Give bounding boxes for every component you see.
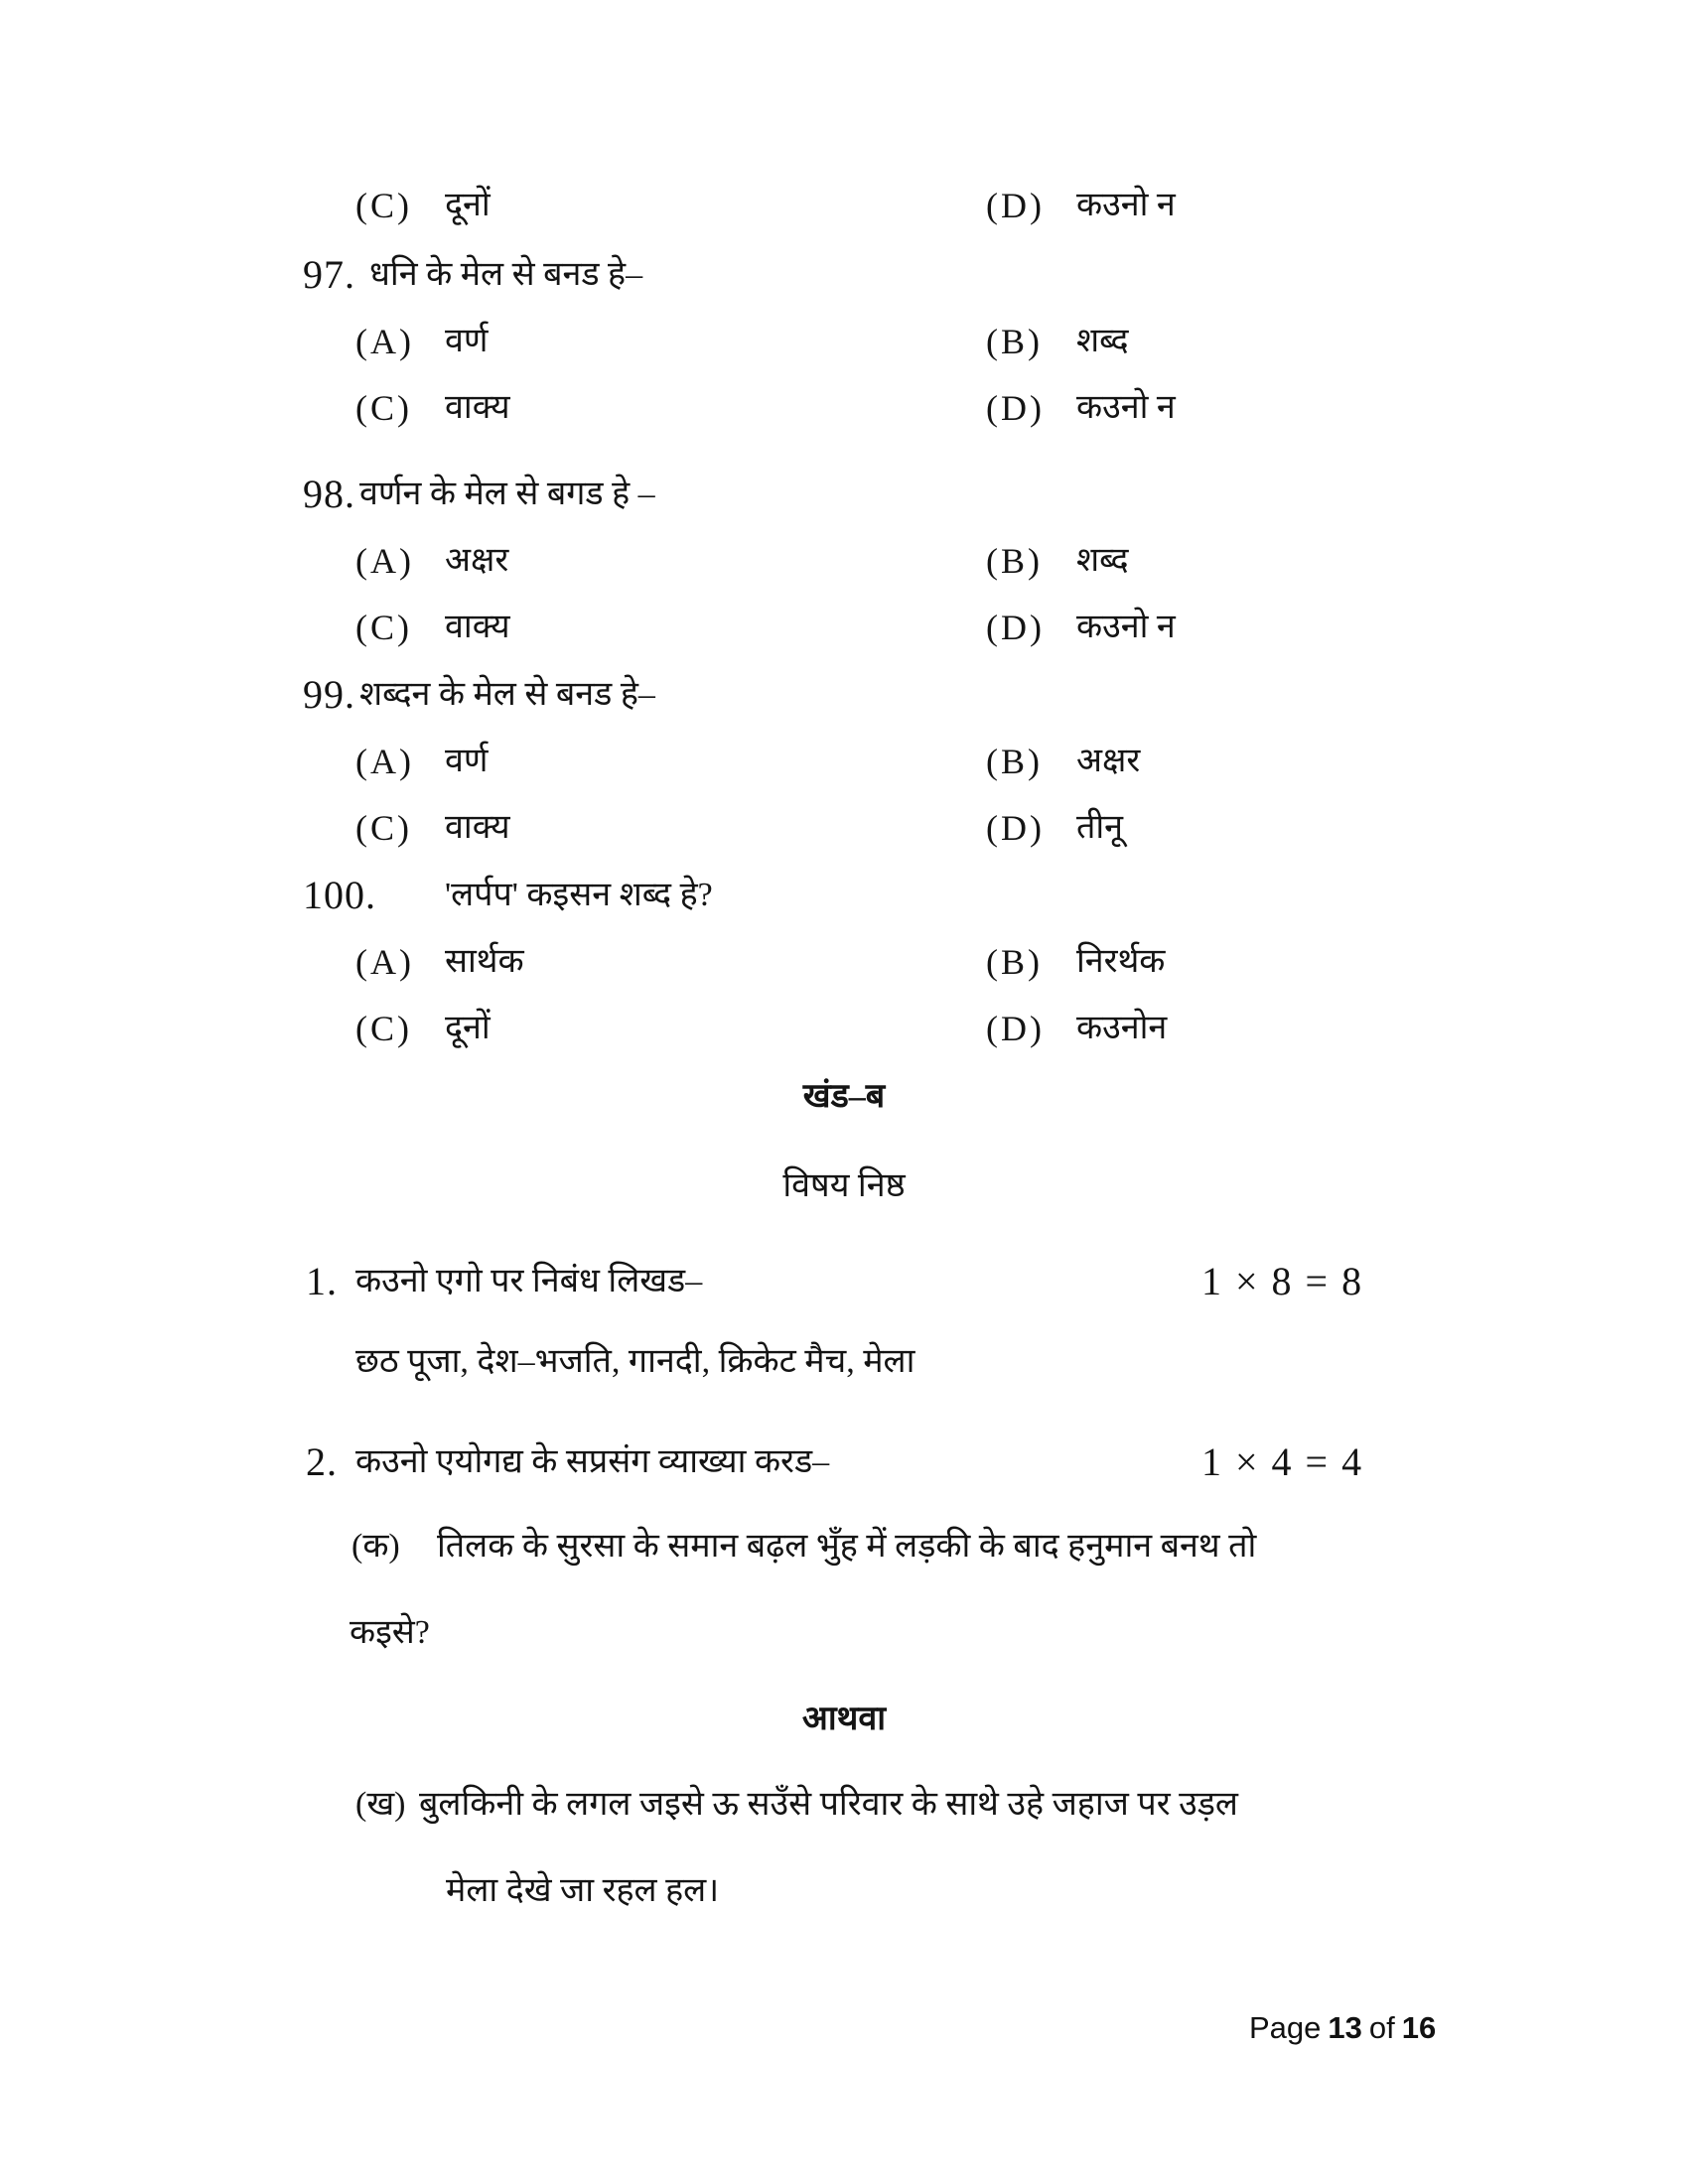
option-label: (A) (355, 322, 414, 361)
option-text: तीनू (1076, 809, 1124, 846)
option-text: कउनोन (1076, 1010, 1168, 1046)
section-subtitle: विषय निष्ठ (782, 1167, 906, 1204)
essay-topics: छठ पूजा, देश–भजति, गानदी, क्रिकेट मैच, मेला (355, 1343, 915, 1380)
marks: 1 × 8 = 8 (1201, 1259, 1364, 1303)
option-text: वर्ण (445, 743, 489, 779)
marks: 1 × 4 = 4 (1201, 1439, 1364, 1484)
option-text: निरर्थक (1076, 943, 1166, 980)
option-text: सार्थक (445, 943, 524, 980)
option-label: (B) (986, 541, 1043, 581)
essay-topics-row (0, 1338, 1688, 1390)
question-text: कउनो एगो पर निबंध लिखड– (355, 1263, 703, 1299)
sub-question-text: तिलक के सुरसा के समान बढ़ल भुँह में लड़की के बाद हनुमान बनथ तो (437, 1528, 1257, 1565)
option-label: (C) (355, 388, 412, 428)
option-text: वाक्य (445, 389, 510, 426)
option-label: (B) (986, 742, 1043, 781)
option-text: दूनों (445, 1010, 491, 1046)
section-title: खंड–ब (802, 1078, 886, 1115)
question-number: 99. (303, 672, 355, 717)
option-label: (D) (986, 388, 1045, 428)
question-text: धनि के मेल से बनड हे– (369, 256, 643, 293)
question-99-options-cd (0, 804, 1688, 856)
or-separator-row (0, 1696, 1688, 1747)
option-label: (A) (355, 541, 414, 581)
question-number: 100. (303, 873, 376, 917)
sub-question-kha-line1 (0, 1781, 1688, 1833)
total-pages: 16 (1401, 2010, 1437, 2045)
sub-question-kha-line2 (0, 1867, 1688, 1919)
option-text: वर्ण (445, 323, 489, 359)
option-label: (D) (986, 808, 1045, 848)
option-text: वाक्य (445, 609, 510, 645)
question-text: वर्णन के मेल से बगड हे – (359, 476, 655, 512)
carryover-options-row (0, 182, 1688, 233)
section-b-question-2 (0, 1438, 1688, 1490)
option-label: (D) (986, 608, 1045, 647)
sub-question-text: कइसे? (350, 1614, 430, 1651)
option-label: (C) (355, 608, 412, 647)
question-98-options-ab (0, 537, 1688, 589)
section-b-subtitle-row (0, 1162, 1688, 1214)
option-text: दूनों (445, 187, 491, 223)
page-number: 13 (1328, 2010, 1362, 2045)
option-text: अक्षर (1076, 743, 1141, 779)
option-label: (D) (986, 1009, 1045, 1048)
question-97-options-ab (0, 318, 1688, 369)
or-separator: आथवा (801, 1701, 887, 1737)
option-label: (D) (986, 186, 1045, 225)
question-100 (0, 872, 1688, 923)
option-label: (A) (355, 942, 414, 982)
sub-question-ka-line1 (0, 1523, 1688, 1574)
question-number: 97. (303, 252, 355, 297)
question-98-options-cd (0, 604, 1688, 655)
section-b-question-1 (0, 1258, 1688, 1309)
page-label: Page (1249, 2010, 1322, 2045)
sub-question-label: (ख) (355, 1786, 406, 1823)
option-text: कउनो न (1076, 187, 1176, 223)
sub-question-label: (क) (352, 1528, 400, 1565)
sub-question-text: मेला देखे जा रहल हल। (446, 1872, 720, 1909)
option-text: शब्द (1076, 323, 1129, 359)
question-97-options-cd (0, 384, 1688, 436)
sub-question-text: बुलकिनी के लगल जइसे ऊ सउँसे परिवार के साथे उहे जहाज पर उड़ल (419, 1786, 1238, 1823)
question-text: कउनो एयोगद्य के सप्रसंग व्याख्या करड– (355, 1443, 830, 1480)
of-label: of (1368, 2010, 1395, 2045)
question-100-options-ab (0, 938, 1688, 990)
question-text: शब्दन के मेल से बनड हे– (359, 676, 655, 713)
option-label: (C) (355, 186, 412, 225)
option-text: वाक्य (445, 809, 510, 846)
question-98 (0, 471, 1688, 522)
question-number: 1. (306, 1259, 338, 1303)
question-100-options-cd (0, 1005, 1688, 1056)
option-text: शब्द (1076, 542, 1129, 579)
option-text: कउनो न (1076, 609, 1176, 645)
sub-question-ka-line2 (0, 1609, 1688, 1661)
question-number: 2. (306, 1439, 338, 1484)
option-label: (B) (986, 322, 1043, 361)
question-number: 98. (303, 472, 355, 516)
section-b-heading-row (0, 1073, 1688, 1125)
question-99-options-ab (0, 738, 1688, 789)
option-text: अक्षर (445, 542, 509, 579)
option-label: (C) (355, 1009, 412, 1048)
option-label: (A) (355, 742, 414, 781)
question-text: 'लर्पप' कइसन शब्द हे? (445, 877, 713, 913)
question-99 (0, 671, 1688, 723)
option-label: (C) (355, 808, 412, 848)
option-label: (B) (986, 942, 1043, 982)
question-97 (0, 251, 1688, 303)
option-text: कउनो न (1076, 389, 1176, 426)
page-footer (1249, 2010, 1436, 2046)
